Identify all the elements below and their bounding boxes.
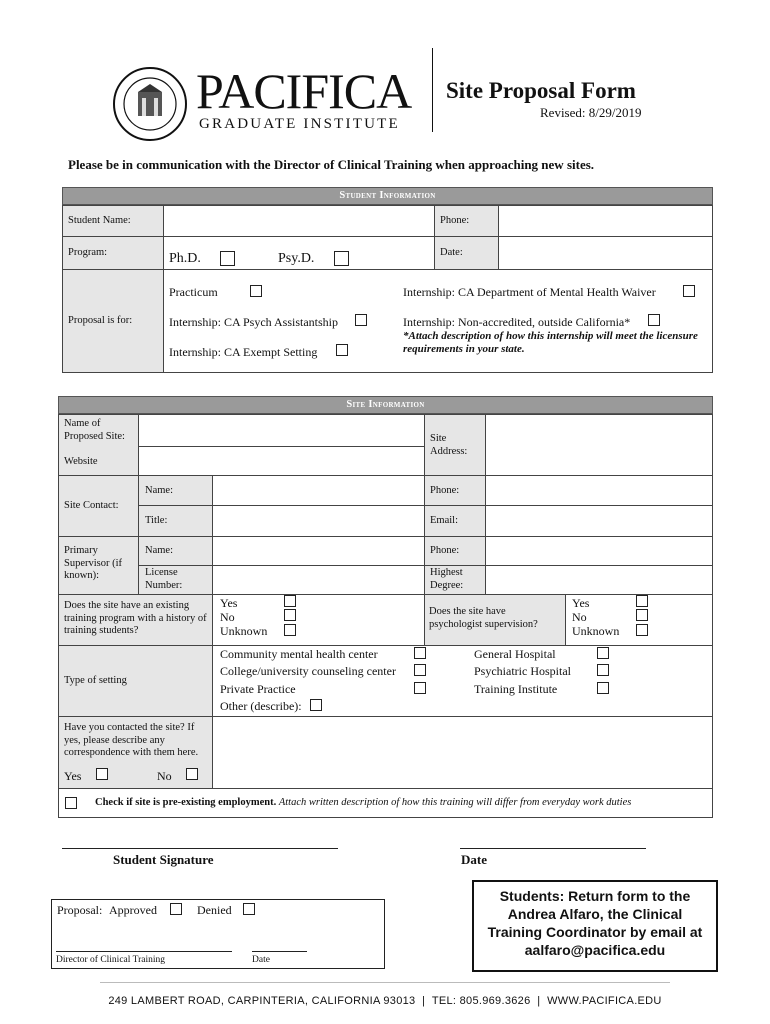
student-name-label: Student Name: [68,215,131,226]
private-checkbox[interactable] [414,682,426,694]
degree-input[interactable] [486,566,712,594]
degree-label: Highest Degree: [430,567,464,591]
footer-address: 249 LAMBERT ROAD, CARPINTERIA, CALIFORNIA 93013 | TEL: 805.969.3626 | WWW.PACIFICA.EDU [108,995,662,1007]
return-note-text: Students: Return form to the Andrea Alfaro, the Clinical Training Coordinator by email at aalfaro@pacifica.edu [487,888,703,958]
history-no-checkbox[interactable] [284,609,296,621]
preexisting-bold: Check if site is pre-existing employment. [95,797,277,808]
program-label: Program: [68,247,108,258]
psych-supervision-question: Does the site have psychologist supervision? [429,606,538,630]
denied-checkbox[interactable] [243,903,255,915]
director-label: Director of Clinical Training [56,955,165,965]
setting-label: Type of setting [64,675,127,686]
proposal-label: Proposal: [57,903,103,917]
non-accredited-label: Internship: Non-accredited, outside California* [403,315,631,329]
site-name-label: Name of Proposed Site: [64,418,125,442]
header-divider [432,48,433,132]
history-yes-label: Yes [220,596,238,610]
ca-dmh-checkbox[interactable] [683,285,695,297]
footer-rule [100,982,670,983]
site-contact-label: Site Contact: [64,500,119,511]
general-hospital-checkbox[interactable] [597,647,609,659]
setting-other: Other (describe): [220,699,302,713]
website-label: Website [64,456,98,467]
setting-general-hospital: General Hospital [474,647,556,661]
phd-label: Ph.D. [169,251,201,266]
preexisting-row [95,797,631,809]
psych-unknown-label: Unknown [572,624,620,638]
ca-psych-checkbox[interactable] [355,314,367,326]
site-name-input[interactable] [139,415,424,446]
practicum-label: Practicum [169,285,218,299]
contact-name-input[interactable] [213,476,424,505]
contact-phone-input[interactable] [486,476,712,505]
logo-wordmark: PACIFICA [196,63,412,119]
contact-email-input[interactable] [486,506,712,536]
supervisor-phone-input[interactable] [486,537,712,565]
preexisting-italic: Attach written description of how this training will differ from everyday work duties [278,797,632,808]
history-yes-checkbox[interactable] [284,595,296,607]
psych-no-checkbox[interactable] [636,609,648,621]
contact-email-label: Email: [430,515,458,526]
setting-college: College/university counseling center [220,664,396,678]
setting-psychiatric-hospital: Psychiatric Hospital [474,664,571,678]
date-input[interactable] [499,237,712,269]
phone-label: Phone: [440,215,470,226]
website-input[interactable] [139,447,424,475]
attach-note: *Attach description of how this internship will meet the licensure requirements in your state. [403,330,698,355]
site-address-input[interactable] [486,415,712,475]
setting-training-institute: Training Institute [474,682,558,696]
other-checkbox[interactable] [310,699,322,711]
director-date-line [252,951,307,952]
community-checkbox[interactable] [414,647,426,659]
history-question: Does the site have an existing training program with a history of training students? [64,600,207,636]
psych-no-label: No [572,610,587,624]
date-signature-label: Date [461,852,487,867]
supervisor-name-input[interactable] [213,537,424,565]
ca-psych-label: Internship: CA Psych Assistantship [169,315,339,329]
form-title: Site Proposal Form [446,78,636,103]
phd-checkbox[interactable] [220,251,235,266]
proposal-for-label: Proposal is for: [68,315,133,326]
psych-unknown-checkbox[interactable] [636,624,648,636]
psyd-label: Psy.D. [278,251,315,266]
practicum-checkbox[interactable] [250,285,262,297]
ca-exempt-label: Internship: CA Exempt Setting [169,345,318,359]
director-date-label: Date [252,955,270,965]
psych-yes-checkbox[interactable] [636,595,648,607]
psyd-checkbox[interactable] [334,251,349,266]
license-input[interactable] [213,566,424,594]
intro-text: Please be in communication with the Director of Clinical Training when approaching new sites. [68,157,595,172]
supervisor-name-label: Name: [145,545,173,556]
setting-community: Community mental health center [220,647,378,661]
history-unknown-label: Unknown [220,624,268,638]
student-signature-label: Student Signature [113,852,214,867]
phone-input[interactable] [499,206,712,236]
site-address-label: Site Address: [430,433,468,457]
contacted-yes-label: Yes [64,769,82,783]
correspondence-input[interactable] [213,717,712,788]
psych-yes-label: Yes [572,596,590,610]
site-info-header: Site Information [58,396,713,414]
approved-label: Approved [109,903,157,917]
license-label: License Number: [145,567,183,591]
approved-checkbox[interactable] [170,903,182,915]
contact-title-label: Title: [145,515,168,526]
contact-title-input[interactable] [213,506,424,536]
contact-phone-label: Phone: [430,485,460,496]
history-no-label: No [220,610,235,624]
seal-logo [112,66,188,142]
training-institute-checkbox[interactable] [597,682,609,694]
logo-subtitle: GRADUATE INSTITUTE [199,116,400,132]
preexisting-checkbox[interactable] [65,797,77,809]
student-signature-line [62,848,338,849]
contacted-yes-checkbox[interactable] [96,768,108,780]
ca-dmh-label: Internship: CA Department of Mental Health Waiver [403,285,656,299]
contact-name-label: Name: [145,485,173,496]
denied-label: Denied [197,903,232,917]
college-checkbox[interactable] [414,664,426,676]
contacted-no-checkbox[interactable] [186,768,198,780]
date-label: Date: [440,247,463,258]
supervisor-label: Primary Supervisor (if known): [64,545,123,581]
ca-exempt-checkbox[interactable] [336,344,348,356]
contacted-no-label: No [157,769,172,783]
revised-date: Revised: 8/29/2019 [540,105,642,120]
contacted-question: Have you contacted the site? If yes, please describe any correspondence with them here. [64,722,199,758]
student-info-header: Student Information [62,187,713,205]
student-name-input[interactable] [164,206,434,236]
setting-private: Private Practice [220,682,296,696]
history-unknown-checkbox[interactable] [284,624,296,636]
date-signature-line [460,848,646,849]
director-signature-line [56,951,232,952]
non-accredited-checkbox[interactable] [648,314,660,326]
psychiatric-hospital-checkbox[interactable] [597,664,609,676]
supervisor-phone-label: Phone: [430,545,460,556]
